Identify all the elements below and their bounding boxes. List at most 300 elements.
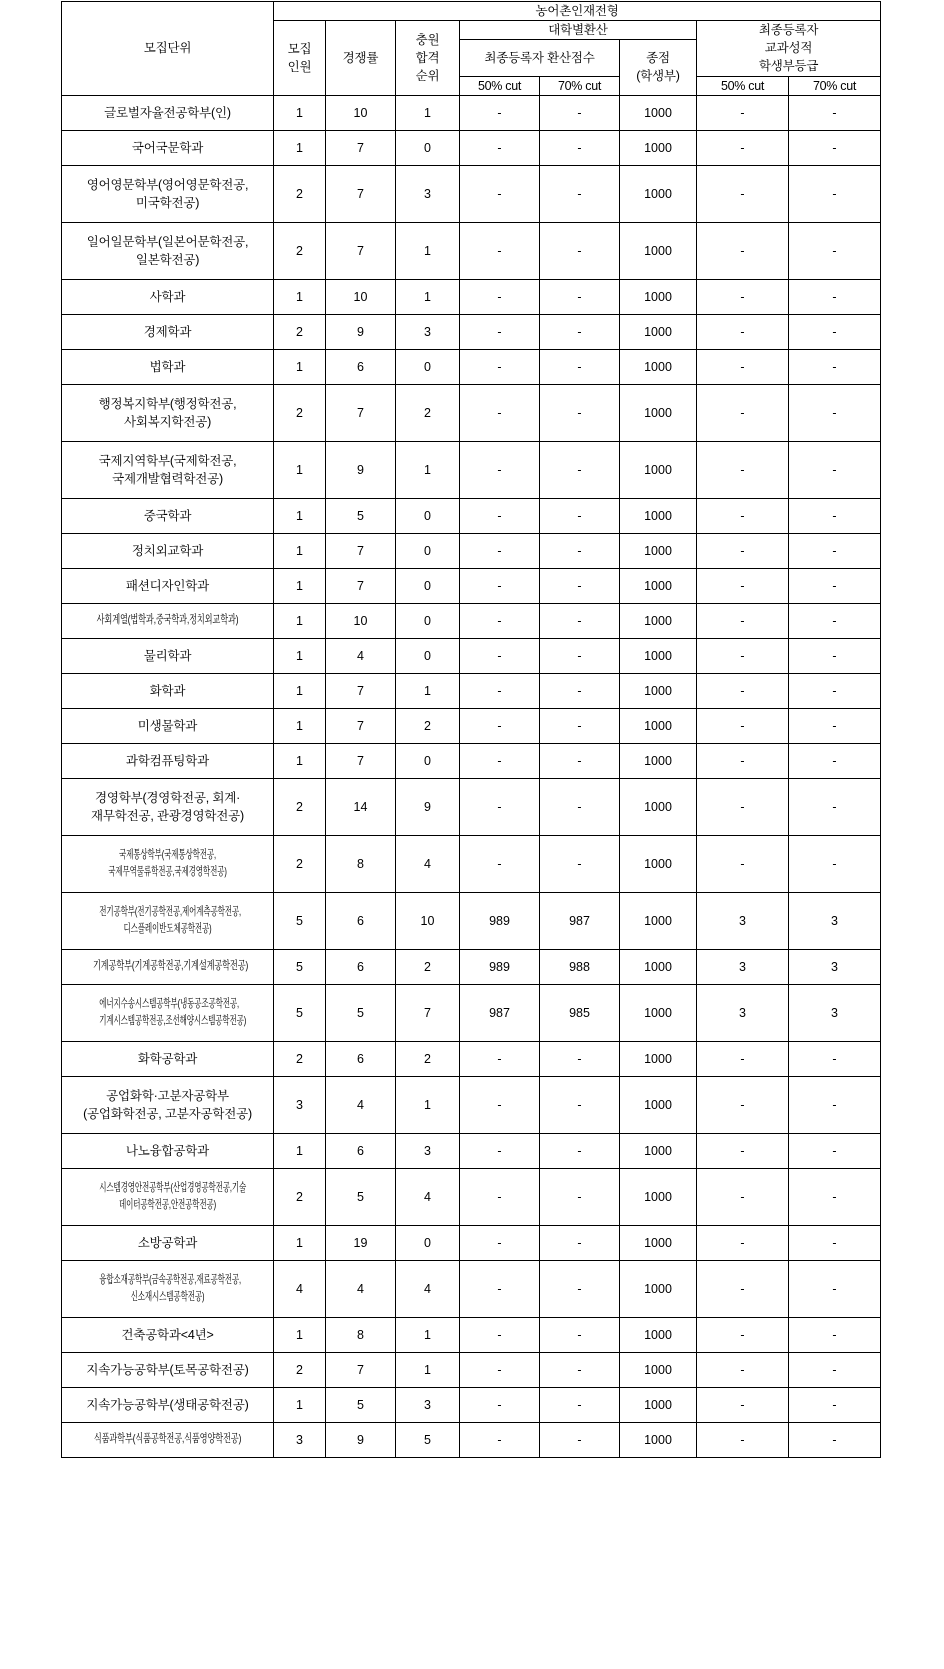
- cell-fill-rank: 4: [396, 1260, 460, 1317]
- cell-fill-rank: 1: [396, 1076, 460, 1133]
- cell-fill-rank: 0: [396, 533, 460, 568]
- cell-unit: [62, 1168, 274, 1225]
- cell-total: 1000: [620, 1076, 697, 1133]
- cell-cut50: -: [460, 279, 540, 314]
- cell-cut50: -: [460, 1041, 540, 1076]
- cell-total: 1000: [620, 603, 697, 638]
- cell-grade-cut70: -: [789, 279, 881, 314]
- table-row: [62, 384, 881, 441]
- unit-line: 신소재시스템공학전공): [130, 1290, 205, 1303]
- cell-cut70: -: [540, 638, 620, 673]
- header-unit: 모집단위: [62, 2, 274, 96]
- cell-fill-rank: 7: [396, 984, 460, 1041]
- cell-grade-cut70: -: [789, 130, 881, 165]
- cell-quota: 5: [274, 949, 326, 984]
- cell-cut70: -: [540, 222, 620, 279]
- cell-fill-rank: 0: [396, 498, 460, 533]
- unit-line: 건축공학과<4년>: [121, 1327, 214, 1342]
- cell-ratio: 7: [326, 533, 396, 568]
- cell-quota: 2: [274, 778, 326, 835]
- cell-total: 1000: [620, 1387, 697, 1422]
- cell-ratio: 7: [326, 130, 396, 165]
- cell-ratio: 5: [326, 1168, 396, 1225]
- header-final-grade: [697, 21, 881, 76]
- cell-unit: [62, 498, 274, 533]
- cell-grade-cut50: -: [697, 673, 789, 708]
- cell-total: 1000: [620, 1133, 697, 1168]
- cell-ratio: 8: [326, 835, 396, 892]
- cell-grade-cut50: -: [697, 498, 789, 533]
- cell-fill-rank: 0: [396, 638, 460, 673]
- cell-fill-rank: 3: [396, 314, 460, 349]
- cell-cut70: -: [540, 165, 620, 222]
- cell-total: 1000: [620, 498, 697, 533]
- cell-cut50: -: [460, 1225, 540, 1260]
- cell-grade-cut70: -: [789, 568, 881, 603]
- cell-unit: [62, 95, 274, 130]
- cell-cut50: -: [460, 1317, 540, 1352]
- table-row: [62, 1260, 881, 1317]
- table-row: [62, 1133, 881, 1168]
- cell-unit: [62, 222, 274, 279]
- unit-line: 사회계열(법학과,중국학과,정치외교학과): [96, 614, 239, 627]
- cell-cut50: -: [460, 441, 540, 498]
- cell-cut50: -: [460, 835, 540, 892]
- cell-grade-cut50: -: [697, 603, 789, 638]
- header-grade-line-1: 최종등록자: [758, 23, 819, 38]
- table-row: [62, 498, 881, 533]
- cell-ratio: 14: [326, 778, 396, 835]
- table-row: [62, 638, 881, 673]
- cell-quota: 1: [274, 1225, 326, 1260]
- unit-line: 경제학과: [143, 324, 192, 339]
- header-fill-line-1: 충원: [415, 32, 440, 47]
- cell-cut70: -: [540, 568, 620, 603]
- header-grade-line-3: 학생부등급: [758, 59, 819, 74]
- cell-cut50: -: [460, 1260, 540, 1317]
- unit-line: 국어국문학과: [131, 140, 204, 155]
- table-body: [62, 95, 881, 1457]
- cell-fill-rank: 1: [396, 279, 460, 314]
- cell-quota: 1: [274, 349, 326, 384]
- cell-unit: [62, 1387, 274, 1422]
- cell-quota: 1: [274, 498, 326, 533]
- cell-cut70: -: [540, 603, 620, 638]
- cell-total: 1000: [620, 95, 697, 130]
- cell-unit: [62, 835, 274, 892]
- cell-total: 1000: [620, 892, 697, 949]
- cell-total: 1000: [620, 743, 697, 778]
- cell-cut50: -: [460, 222, 540, 279]
- header-ratio: 경쟁률: [326, 21, 396, 96]
- cell-fill-rank: 5: [396, 1422, 460, 1457]
- unit-line: 화학과: [149, 683, 186, 698]
- header-row-1: [62, 2, 881, 21]
- cell-cut50: -: [460, 384, 540, 441]
- header-grade-cut50: 50% cut: [697, 76, 789, 95]
- cell-grade-cut70: -: [789, 95, 881, 130]
- cell-cut70: -: [540, 1168, 620, 1225]
- cell-total: 1000: [620, 1041, 697, 1076]
- unit-line: 정치외교학과: [131, 543, 204, 558]
- header-cut50: 50% cut: [460, 76, 540, 95]
- cell-total: 1000: [620, 314, 697, 349]
- table-row: [62, 95, 881, 130]
- cell-cut70: -: [540, 95, 620, 130]
- cell-cut70: -: [540, 778, 620, 835]
- cell-grade-cut50: -: [697, 384, 789, 441]
- cell-quota: 3: [274, 1422, 326, 1457]
- cell-unit: [62, 165, 274, 222]
- cell-grade-cut70: -: [789, 165, 881, 222]
- cell-fill-rank: 0: [396, 603, 460, 638]
- cell-cut70: -: [540, 349, 620, 384]
- cell-grade-cut70: -: [789, 498, 881, 533]
- unit-line: 사학과: [149, 289, 186, 304]
- cell-total: 1000: [620, 984, 697, 1041]
- cell-unit: [62, 314, 274, 349]
- header-cut70: 70% cut: [540, 76, 620, 95]
- header-total-score: [620, 40, 697, 95]
- cell-fill-rank: 1: [396, 673, 460, 708]
- cell-cut50: -: [460, 130, 540, 165]
- cell-grade-cut50: -: [697, 222, 789, 279]
- cell-fill-rank: 2: [396, 384, 460, 441]
- cell-quota: 1: [274, 743, 326, 778]
- cell-grade-cut50: -: [697, 130, 789, 165]
- cell-total: 1000: [620, 708, 697, 743]
- table-row: [62, 603, 881, 638]
- cell-unit: [62, 441, 274, 498]
- cell-unit: [62, 568, 274, 603]
- cell-quota: 2: [274, 1352, 326, 1387]
- cell-fill-rank: 0: [396, 349, 460, 384]
- cell-grade-cut50: -: [697, 349, 789, 384]
- cell-ratio: 10: [326, 603, 396, 638]
- unit-line: 사회복지학전공): [123, 414, 212, 429]
- cell-cut70: -: [540, 1260, 620, 1317]
- cell-quota: 1: [274, 603, 326, 638]
- unit-line: 법학과: [149, 359, 186, 374]
- cell-total: 1000: [620, 165, 697, 222]
- cell-fill-rank: 2: [396, 1041, 460, 1076]
- cell-grade-cut70: -: [789, 441, 881, 498]
- unit-line: 재무학전공, 관광경영학전공): [90, 808, 244, 823]
- table-row: [62, 349, 881, 384]
- cell-ratio: 19: [326, 1225, 396, 1260]
- unit-line: 국제지역학부(국제학전공,: [98, 453, 237, 468]
- cell-total: 1000: [620, 1352, 697, 1387]
- unit-line: 경영학부(경영학전공, 회계·: [94, 790, 241, 805]
- cell-fill-rank: 3: [396, 165, 460, 222]
- table-row: [62, 1317, 881, 1352]
- cell-ratio: 6: [326, 1133, 396, 1168]
- cell-cut70: -: [540, 835, 620, 892]
- cell-cut50: -: [460, 533, 540, 568]
- table-header: [62, 2, 881, 96]
- cell-grade-cut50: -: [697, 165, 789, 222]
- cell-grade-cut70: -: [789, 384, 881, 441]
- cell-fill-rank: 1: [396, 441, 460, 498]
- cell-ratio: 7: [326, 673, 396, 708]
- cell-total: 1000: [620, 349, 697, 384]
- cell-quota: 1: [274, 673, 326, 708]
- cell-unit: [62, 1260, 274, 1317]
- cell-unit: [62, 603, 274, 638]
- cell-ratio: 7: [326, 1352, 396, 1387]
- unit-line: 중국학과: [143, 508, 192, 523]
- cell-fill-rank: 4: [396, 1168, 460, 1225]
- cell-grade-cut70: -: [789, 1317, 881, 1352]
- cell-grade-cut50: -: [697, 1387, 789, 1422]
- cell-quota: 1: [274, 568, 326, 603]
- unit-line: 공업화학·고분자공학부: [106, 1088, 229, 1103]
- cell-cut70: 988: [540, 949, 620, 984]
- cell-unit: [62, 279, 274, 314]
- unit-line: 식품과학부(식품공학전공,식품영양학전공): [93, 1433, 242, 1446]
- cell-total: 1000: [620, 835, 697, 892]
- unit-line: 기계시스템공학전공,조선해양시스템공학전공): [99, 1014, 247, 1027]
- cell-grade-cut70: -: [789, 1225, 881, 1260]
- cell-cut70: -: [540, 1076, 620, 1133]
- cell-grade-cut70: -: [789, 603, 881, 638]
- unit-line: 패션디자인학과: [125, 578, 210, 593]
- cell-fill-rank: 4: [396, 835, 460, 892]
- cell-fill-rank: 1: [396, 95, 460, 130]
- cell-cut70: -: [540, 1317, 620, 1352]
- table-row: [62, 441, 881, 498]
- cell-total: 1000: [620, 1260, 697, 1317]
- header-total-label: 종점: [646, 51, 670, 66]
- cell-unit: [62, 533, 274, 568]
- cell-unit: [62, 1422, 274, 1457]
- table-row: [62, 222, 881, 279]
- table-row: [62, 568, 881, 603]
- unit-line: 소방공학과: [137, 1235, 198, 1250]
- cell-cut70: -: [540, 314, 620, 349]
- cell-grade-cut50: -: [697, 533, 789, 568]
- table-row: [62, 533, 881, 568]
- cell-unit: [62, 130, 274, 165]
- cell-grade-cut70: 3: [789, 949, 881, 984]
- cell-unit: [62, 1076, 274, 1133]
- header-quota-line-2: 인원: [287, 59, 312, 74]
- cell-fill-rank: 0: [396, 743, 460, 778]
- unit-line: 물리학과: [143, 648, 192, 663]
- cell-cut50: -: [460, 1076, 540, 1133]
- cell-cut50: -: [460, 1387, 540, 1422]
- cell-grade-cut70: -: [789, 349, 881, 384]
- cell-grade-cut50: -: [697, 1133, 789, 1168]
- cell-cut70: -: [540, 533, 620, 568]
- cell-grade-cut70: -: [789, 1387, 881, 1422]
- table-row: [62, 314, 881, 349]
- cell-fill-rank: 0: [396, 568, 460, 603]
- cell-grade-cut70: -: [789, 1260, 881, 1317]
- unit-line: 국제개발협력학전공): [112, 471, 223, 486]
- cell-ratio: 7: [326, 165, 396, 222]
- unit-line: (공업화학전공, 고분자공학전공): [83, 1106, 252, 1121]
- cell-cut50: -: [460, 95, 540, 130]
- cell-grade-cut50: -: [697, 1225, 789, 1260]
- unit-line: 영어영문학부(영어영문학전공,: [86, 177, 249, 192]
- cell-total: 1000: [620, 1225, 697, 1260]
- unit-line: 미생물학과: [137, 718, 198, 733]
- cell-quota: 1: [274, 441, 326, 498]
- cell-quota: 1: [274, 1133, 326, 1168]
- cell-ratio: 5: [326, 1387, 396, 1422]
- cell-cut50: -: [460, 603, 540, 638]
- unit-line: 과학컴퓨팅학과: [125, 753, 210, 768]
- cell-cut70: -: [540, 1352, 620, 1387]
- cell-unit: [62, 708, 274, 743]
- unit-line: 기계공학부(기계공학전공,기계설계공학전공): [92, 960, 249, 973]
- cell-ratio: 7: [326, 708, 396, 743]
- cell-fill-rank: 0: [396, 130, 460, 165]
- cell-grade-cut70: -: [789, 778, 881, 835]
- cell-cut70: -: [540, 279, 620, 314]
- cell-ratio: 10: [326, 95, 396, 130]
- cell-quota: 2: [274, 222, 326, 279]
- unit-line: 미국학전공): [135, 195, 200, 210]
- cell-cut70: -: [540, 1387, 620, 1422]
- cell-ratio: 10: [326, 279, 396, 314]
- cell-grade-cut50: -: [697, 1260, 789, 1317]
- cell-grade-cut70: -: [789, 533, 881, 568]
- cell-fill-rank: 1: [396, 1317, 460, 1352]
- cell-ratio: 7: [326, 743, 396, 778]
- cell-quota: 1: [274, 708, 326, 743]
- table-row: [62, 892, 881, 949]
- cell-fill-rank: 9: [396, 778, 460, 835]
- cell-cut50: -: [460, 1422, 540, 1457]
- unit-line: 시스템경영안전공학부(산업경영공학전공,기술: [99, 1182, 247, 1195]
- table-row: [62, 1168, 881, 1225]
- cell-cut50: -: [460, 165, 540, 222]
- cell-grade-cut70: 3: [789, 984, 881, 1041]
- cell-grade-cut50: -: [697, 835, 789, 892]
- table-row: [62, 1041, 881, 1076]
- cell-ratio: 4: [326, 1076, 396, 1133]
- table-row: [62, 130, 881, 165]
- cell-ratio: 7: [326, 384, 396, 441]
- cell-ratio: 5: [326, 984, 396, 1041]
- cell-cut50: 989: [460, 949, 540, 984]
- unit-line: 융합소재공학부(금속공학전공,재료공학전공,: [99, 1274, 241, 1287]
- cell-grade-cut70: -: [789, 835, 881, 892]
- cell-cut70: -: [540, 1133, 620, 1168]
- cell-grade-cut70: -: [789, 222, 881, 279]
- table-row: [62, 743, 881, 778]
- cell-cut70: -: [540, 498, 620, 533]
- cell-cut50: -: [460, 638, 540, 673]
- cell-fill-rank: 2: [396, 708, 460, 743]
- header-univ-conversion: 대학별환산: [460, 21, 697, 40]
- header-grade-line-2: 교과성적: [764, 41, 813, 56]
- cell-grade-cut50: -: [697, 441, 789, 498]
- table-row: [62, 1387, 881, 1422]
- cell-ratio: 5: [326, 498, 396, 533]
- table-row: [62, 835, 881, 892]
- cell-total: 1000: [620, 1317, 697, 1352]
- header-fill-rank: [396, 21, 460, 96]
- unit-line: 국제무역물류학전공,국제경영학전공): [108, 865, 227, 878]
- cell-total: 1000: [620, 1168, 697, 1225]
- table-row: [62, 949, 881, 984]
- unit-line: 데이터공학전공,안전공학전공): [118, 1198, 217, 1211]
- cell-quota: 1: [274, 1317, 326, 1352]
- cell-quota: 5: [274, 892, 326, 949]
- header-quota-line-1: 모집: [287, 41, 312, 56]
- cell-fill-rank: 3: [396, 1387, 460, 1422]
- cell-grade-cut50: 3: [697, 949, 789, 984]
- unit-line: 에너지수송시스템공학부(냉동공조공학전공,: [99, 998, 239, 1011]
- cell-quota: 1: [274, 95, 326, 130]
- table-row: [62, 1225, 881, 1260]
- cell-quota: 3: [274, 1076, 326, 1133]
- cell-unit: [62, 1317, 274, 1352]
- table-row: [62, 165, 881, 222]
- cell-total: 1000: [620, 568, 697, 603]
- table-row: [62, 778, 881, 835]
- cell-quota: 2: [274, 314, 326, 349]
- cell-grade-cut50: -: [697, 95, 789, 130]
- cell-unit: [62, 673, 274, 708]
- cell-quota: 1: [274, 279, 326, 314]
- cell-grade-cut70: -: [789, 1133, 881, 1168]
- cell-quota: 2: [274, 384, 326, 441]
- table-row: [62, 1076, 881, 1133]
- cell-grade-cut50: -: [697, 314, 789, 349]
- cell-cut70: -: [540, 384, 620, 441]
- cell-grade-cut50: -: [697, 638, 789, 673]
- cell-unit: [62, 638, 274, 673]
- cell-cut50: -: [460, 778, 540, 835]
- cell-grade-cut50: 3: [697, 892, 789, 949]
- header-track: 농어촌인재전형: [274, 2, 881, 21]
- cell-unit: [62, 1225, 274, 1260]
- cell-quota: 4: [274, 1260, 326, 1317]
- cell-grade-cut50: -: [697, 778, 789, 835]
- cell-ratio: 7: [326, 568, 396, 603]
- cell-cut70: -: [540, 708, 620, 743]
- cell-grade-cut70: -: [789, 743, 881, 778]
- cell-cut50: -: [460, 708, 540, 743]
- cell-unit: [62, 1041, 274, 1076]
- unit-line: 전기공학부(전기공학전공,제어계측공학전공,: [99, 906, 241, 919]
- cell-cut50: -: [460, 743, 540, 778]
- cell-grade-cut50: -: [697, 1076, 789, 1133]
- cell-cut50: 987: [460, 984, 540, 1041]
- cell-grade-cut50: -: [697, 1041, 789, 1076]
- cell-quota: 1: [274, 130, 326, 165]
- cell-ratio: 6: [326, 949, 396, 984]
- unit-line: 행정복지학부(행정학전공,: [98, 396, 237, 411]
- cell-unit: [62, 892, 274, 949]
- cell-total: 1000: [620, 130, 697, 165]
- unit-line: 일어일문학부(일본어문학전공,: [86, 234, 249, 249]
- cell-cut70: -: [540, 130, 620, 165]
- cell-total: 1000: [620, 778, 697, 835]
- cell-cut70: -: [540, 441, 620, 498]
- header-fill-line-2: 합격: [415, 50, 440, 65]
- cell-cut50: -: [460, 314, 540, 349]
- cell-grade-cut50: -: [697, 1422, 789, 1457]
- cell-grade-cut70: -: [789, 708, 881, 743]
- unit-line: 지속가능공학부(생태공학전공): [86, 1397, 249, 1412]
- cell-unit: [62, 743, 274, 778]
- cell-fill-rank: 3: [396, 1133, 460, 1168]
